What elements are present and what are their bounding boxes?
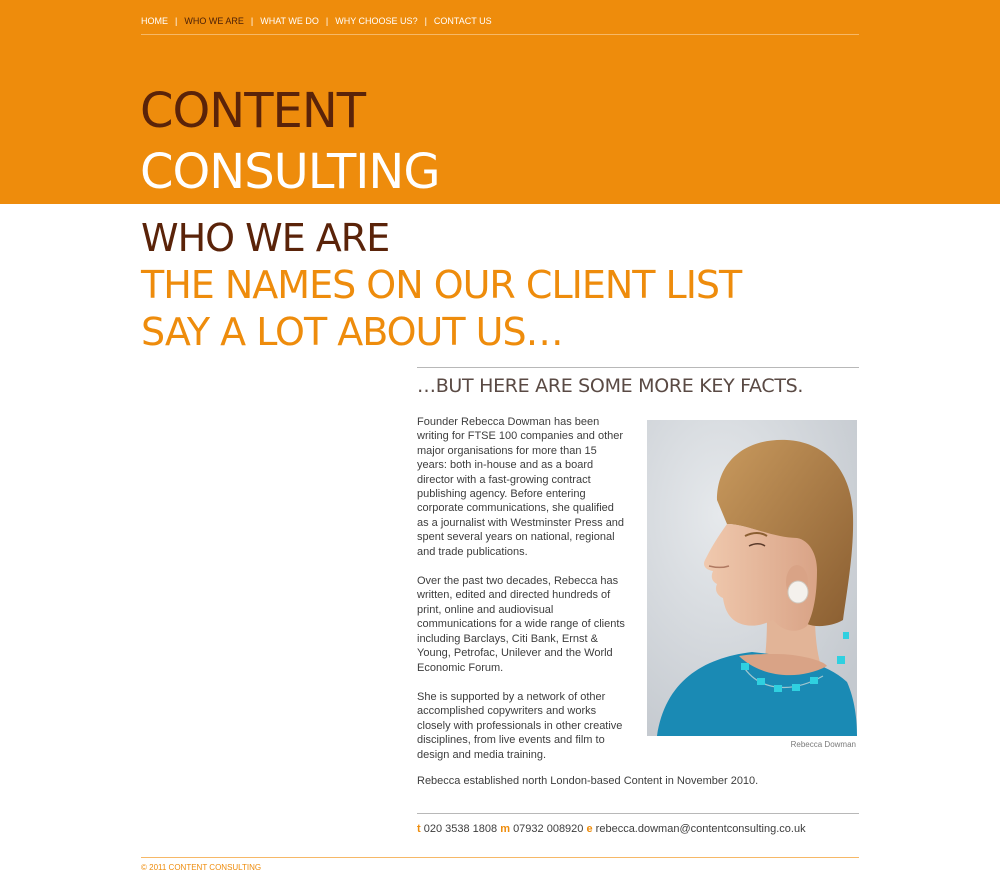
contact-line <box>417 822 806 836</box>
nav-what-we-do-link[interactable]: WHAT WE DO <box>260 16 319 26</box>
bio-paragraph-1: Founder Rebecca Dowman has been writing for FTSE 100 companies and other major organisations for more than 15 years: both in-house and as a board director with a fast-growing contract publishing agency. Before entering corporate communications, she qualified as a journalist with Westminster Press and spent several years on national, regional and trade publications. <box>417 416 625 558</box>
nav-divider <box>141 34 859 35</box>
nav-separator: | <box>250 16 254 26</box>
nav-who-we-are-link[interactable]: WHO WE ARE <box>184 16 244 26</box>
mobile-number: 07932 008920 <box>513 823 584 835</box>
bio-text <box>417 415 627 777</box>
page-title: WHO WE ARE <box>141 216 390 260</box>
page-headline <box>141 262 741 356</box>
nav-home-link[interactable]: HOME <box>141 16 168 26</box>
nav-why-choose-us-link[interactable]: WHY CHOOSE US? <box>335 16 418 26</box>
footer-copyright: © 2011 CONTENT CONSULTING <box>141 863 262 872</box>
headline-line-1: THE NAMES ON OUR CLIENT LIST <box>141 263 742 307</box>
logo-line-1[interactable]: CONTENT <box>140 83 366 139</box>
email-label: e <box>586 823 593 835</box>
phone-label: t <box>417 823 421 835</box>
nav-separator: | <box>325 16 329 26</box>
bio-paragraph-3: She is supported by a network of other accomplished copywriters and works closely with professionals in other creative disciplines, from live events and film to design and media training. <box>417 690 623 761</box>
portrait-photo <box>647 420 857 736</box>
bio-paragraph-2: Over the past two decades, Rebecca has written, edited and directed hundreds of print, online and audiovisual communications for a wide range of clients including Barclays, Citi Bank, Ernst & Young, Petrofac, Unilever and the World Economic Forum. <box>417 575 625 674</box>
mobile-label: m <box>500 823 510 835</box>
email-link[interactable]: rebecca.dowman@contentconsulting.co.uk <box>595 823 806 835</box>
established-text: Rebecca established north London-based Content in November 2010. <box>417 775 759 787</box>
portrait-illustration <box>647 420 857 736</box>
section-divider <box>417 367 859 368</box>
subheading: …BUT HERE ARE SOME MORE KEY FACTS. <box>417 375 804 397</box>
footer-divider <box>141 857 859 858</box>
top-nav <box>141 15 492 27</box>
headline-line-2: SAY A LOT ABOUT US… <box>141 310 563 354</box>
nav-separator: | <box>424 16 427 26</box>
nav-contact-us-link[interactable]: CONTACT US <box>433 16 492 26</box>
photo-caption: Rebecca Dowman <box>790 740 856 749</box>
phone-number: 020 3538 1808 <box>423 823 498 835</box>
contact-divider <box>417 813 859 814</box>
logo-line-2[interactable]: CONSULTING <box>140 144 440 200</box>
nav-separator: | <box>175 16 178 26</box>
